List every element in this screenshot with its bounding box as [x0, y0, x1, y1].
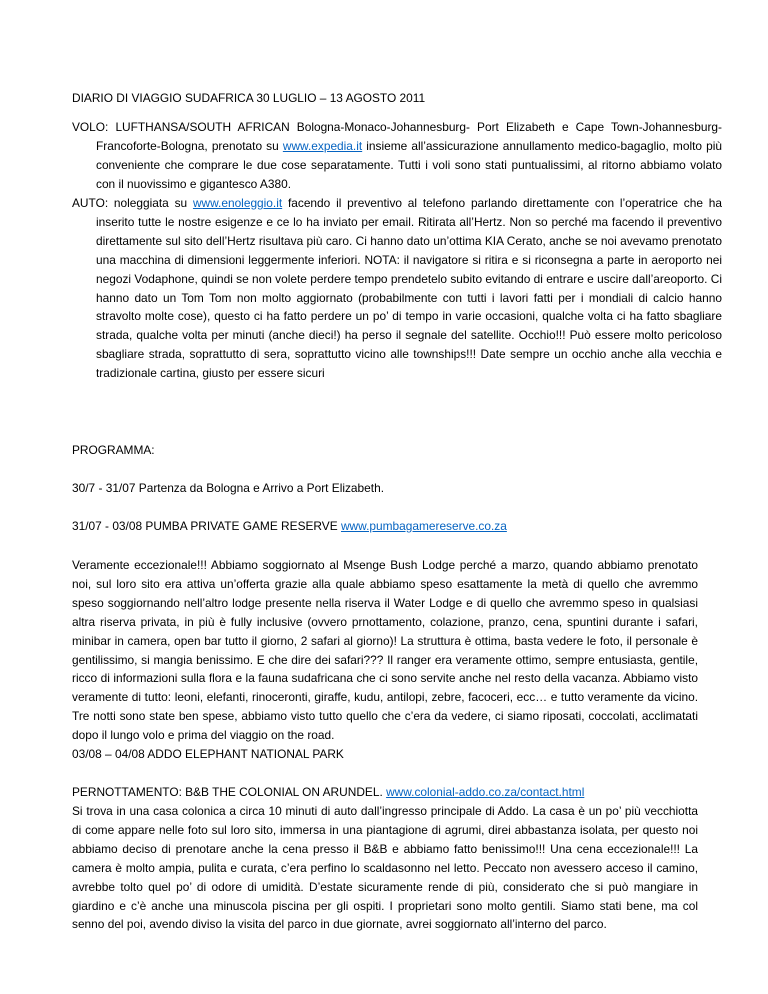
- day-1-heading: 30/7 - 31/07 Partenza da Bologna e Arrivo a Port Elizabeth.: [72, 481, 384, 495]
- pernottamento-text: PERNOTTAMENTO: B&B THE COLONIAL ON ARUNDEL.: [72, 785, 387, 799]
- auto-text-1: noleggiata su: [108, 196, 193, 210]
- volo-label: VOLO:: [72, 120, 109, 134]
- day-2-heading: [72, 517, 698, 536]
- auto-paragraph: [72, 194, 722, 383]
- volo-paragraph: [72, 118, 722, 194]
- pumba-link[interactable]: www.pumbagamereserve.co.za: [340, 519, 507, 533]
- expedia-link[interactable]: www.expedia.it: [282, 138, 363, 153]
- pumba-paragraph: Veramente eccezionale!!! Abbiamo soggiornato al Msenge Bush Lodge perché a marzo, quando abbiamo prenotato noi, sul loro sito era attiva un’offerta grazie alla quale abbiamo speso esattamente la metà di quello che avremmo speso soggiornando nell’altro lodge presente nella riserva il Water Lodge e di quello che avremmo speso in qualsiasi altra riserva privata, in più è fully inclusive (ovvero prnottamento, colazione, pranzo, cena, spuntini durante i safari, minibar in camera, open bar tutto il giorno, 2 safari al giorno)! La struttura è ottima, basta vedere le foto, il personale è gentilissimo, si mangia benissimo. E che dire dei safari??? Il ranger era veramente ottimo, sempre entusiasta, gentile, ricco di informazioni sulla flora e la fauna sudafricana che ci sono servite anche nel resto della vacanza. Abbiamo visto veramente di tutto: leoni, elefanti, rinoceronti, giraffe, kudu, antilopi, zebre, facoceri, ecc… e tutto veramente da vicino. Tre notti sono state ben spese, abbiamo visto tutto quello che c’era da vedere, ci siamo riposati, coccolati, acclimatati dopo il lungo volo e prima del viaggio on the road.: [72, 558, 698, 743]
- enoleggio-link[interactable]: www.enoleggio.it: [192, 196, 283, 210]
- auto-text-2: facendo il preventivo al telefono parlando direttamente con l’operatrice che ha inserito tutte le nostre esigenze e ce lo ha inviato per email. Ritirata all’Hertz. Non so perché ma facendo il preventivo direttamente sul sito dell’Hertz risultava più caro. Ci hanno dato un’ottima KIA Cerato, anche se noi avevamo prenotato una macchina di dimensioni leggermente inferiori. NOTA: il navigatore si ritira e si riconsegna a parte in aeroporto nei negozi Vodaphone, quindi se non volete perdere tempo prendetelo subito evitando di entrare e uscire dall’areoporto. Ci hanno dato un Tom Tom non molto aggiornato (probabilmente con tutti i lavori fatti per i mondiali di calcio hanno stravolto molte cose), questo ci ha fatto perdere un po’ di tempo in varie occasioni, qualche volta ci ha fatto sbagliare strada, qualche volta per minuti (anche dieci!) ha perso il segnale del satellite. Occhio!!! Può essere molto pericoloso sbagliare strada, soprattutto di sera, soprattutto vicino alle townships!!! Date sempre un occhio anche alla vecchia e tradizionale cartina, giusto per essere sicuri: [96, 196, 722, 381]
- auto-label: AUTO:: [72, 196, 109, 210]
- volo-text-1: LUFTHANSA/SOUTH AFRICAN Bologna-Monaco-Johannesburg- Port Elizabeth e Cape Town-Johannesburg-Francoforte-Bologna, prenotato su: [96, 120, 722, 153]
- day-3-heading: 03/08 – 04/08 ADDO ELEPHANT NATIONAL PARK: [72, 747, 344, 761]
- document-title: DIARIO DI VIAGGIO SUDAFRICA 30 LUGLIO – 13 AGOSTO 2011: [72, 91, 426, 105]
- programma-heading: PROGRAMMA:: [72, 443, 155, 457]
- addo-paragraph: Si trova in una casa colonica a circa 10 minuti di auto dall’ingresso principale di Addo. La casa è un po’ più vecchiotta di come appare nelle foto sul loro sito, immersa in una piantagione di agrumi, direi abbastanza isolata, per questo noi abbiamo deciso di prenotare anche la cena presso il B&B e abbiamo fatto benissimo!!! Una cena eccezionale!!! La camera è molto ampia, pulita e curata, c’era perfino lo scaldasonno nel letto. Peccato non avessero acceso il camino, avrebbe tolto quel po’ di odore di umidità. D’estate sicuramente rende di più, considerato che si può mangiare in giardino e c’è anche una minuscola piscina per gli ospiti. I proprietari sono molto gentili. Siamo stati bene, ma col senno del poi, avendo diviso la visita del parco in due giornate, avrei soggiornato all’interno del parco.: [72, 804, 698, 932]
- volo-text-2: insieme all’assicurazione annullamento medico-bagaglio, molto più conveniente che comprare le due cose separatamente. Tutti i voli sono stati puntualissimi, al ritorno abbiamo volato con il nuovissimo e gigantesco A380.: [96, 138, 722, 191]
- pernottamento-line: [72, 783, 698, 802]
- colonial-link[interactable]: www.colonial-addo.co.za/contact.html: [386, 785, 585, 799]
- day-2-text: 31/07 - 03/08 PUMBA PRIVATE GAME RESERVE: [72, 519, 341, 533]
